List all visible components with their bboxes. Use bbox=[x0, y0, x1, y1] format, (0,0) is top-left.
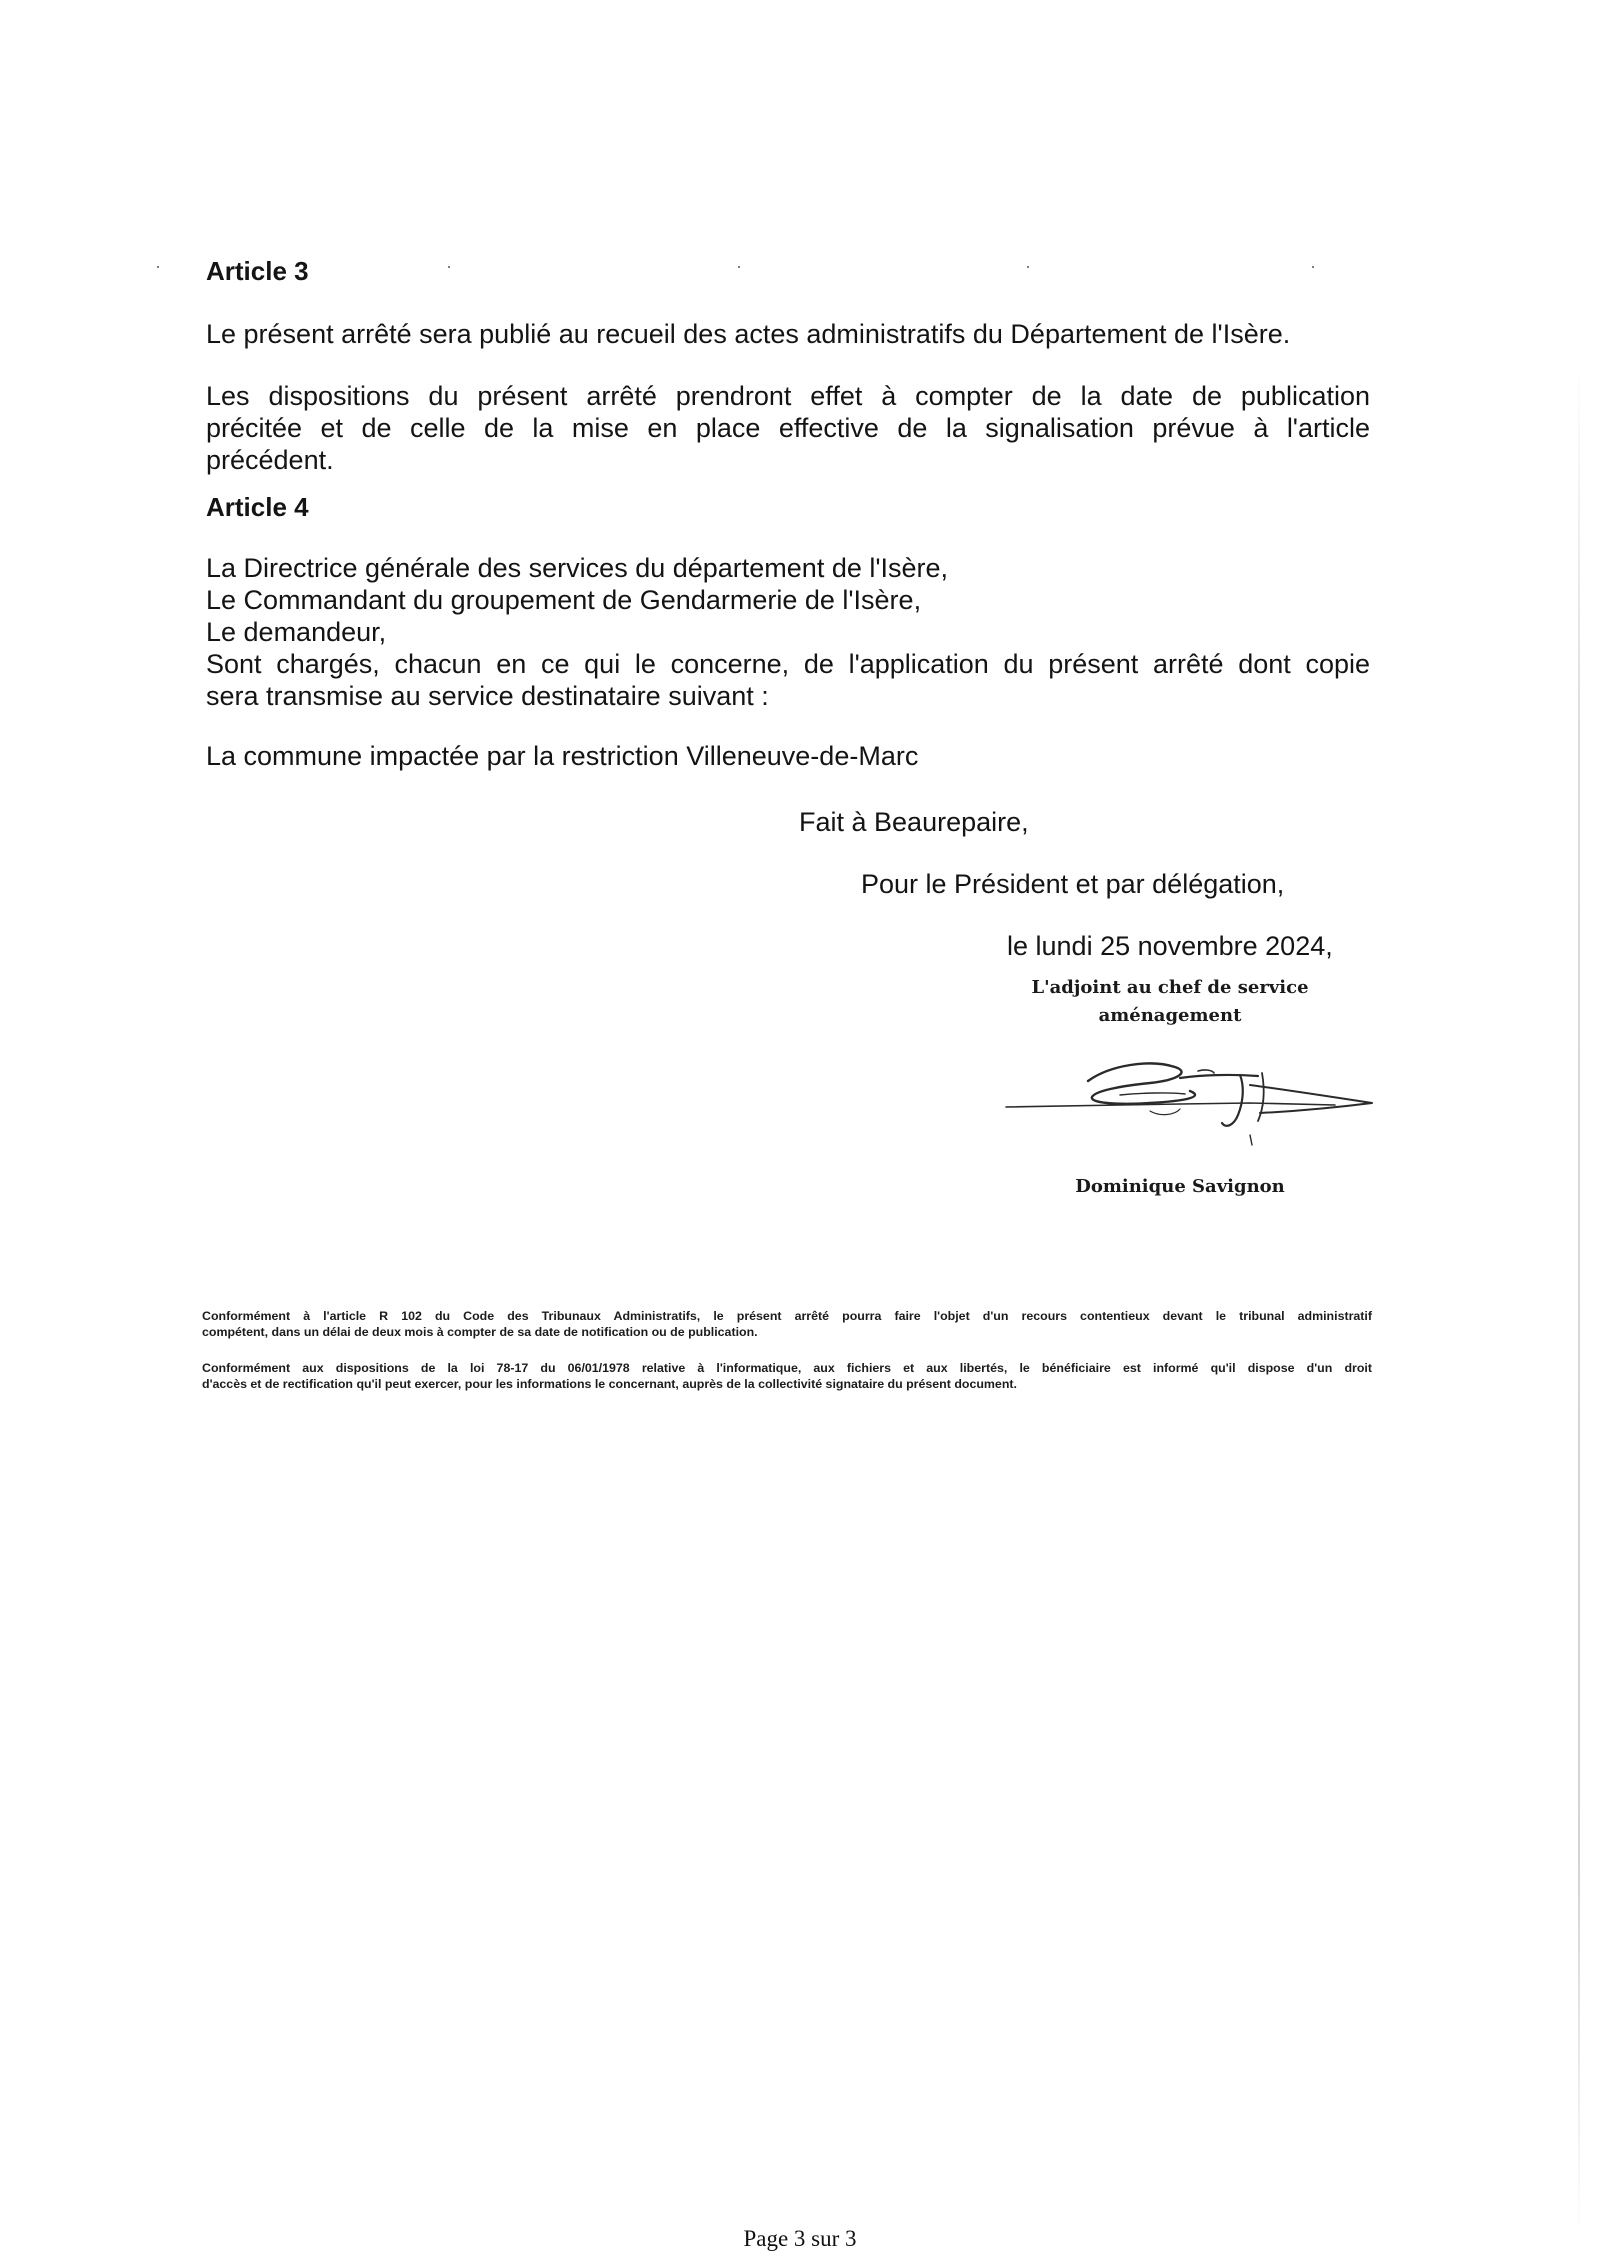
scan-speck bbox=[448, 266, 450, 268]
addressee-line: Le demandeur, bbox=[206, 617, 387, 647]
article-3-heading: Article 3 bbox=[206, 256, 309, 286]
page-number: Page 3 sur 3 bbox=[743, 2226, 857, 2251]
scan-edge bbox=[1578, 360, 1580, 2240]
article-4-heading: Article 4 bbox=[206, 492, 309, 522]
paragraph-line: Les dispositions du présent arrêté prendront effet à compter de la date de publication bbox=[206, 381, 1370, 411]
informatique-notice bbox=[202, 1360, 1372, 1392]
signatory-name: Dominique Savignon bbox=[1075, 1176, 1285, 1197]
signatory-title-line: L'adjoint au chef de service bbox=[1031, 977, 1309, 998]
article-3-effect-paragraph bbox=[206, 380, 1370, 476]
notice-line: Conformément à l'article R 102 du Code des Tribunaux Administratifs, le présent arrêté pourra faire l'objet d'un recours contentieux devant le tribunal administratif bbox=[202, 1309, 1372, 1323]
signatory-title-line: aménagement bbox=[1098, 1005, 1242, 1026]
addressee-line: La Directrice générale des services du département de l'Isère, bbox=[206, 553, 949, 583]
paragraph-line: précédent. bbox=[206, 445, 334, 475]
article-4-addressees bbox=[206, 552, 1370, 712]
scan-speck bbox=[738, 266, 740, 268]
signatory-title bbox=[1000, 974, 1340, 1030]
notice-line: d'accès et de rectification qu'il peut exercer, pour les informations le concernant, auprès de la collectivité signataire du présent document. bbox=[202, 1377, 1017, 1391]
recipient-line: La commune impactée par la restriction Villeneuve-de-Marc bbox=[206, 741, 919, 771]
notice-line: Conformément aux dispositions de la loi 78-17 du 06/01/1978 relative à l'informatique, aux fichiers et aux libertés, le bénéficiaire est informé qu'il dispose d'un droit bbox=[202, 1361, 1372, 1375]
paragraph-line: précitée et de celle de la mise en place effective de la signalisation prévue à l'article bbox=[206, 413, 1370, 443]
recours-notice bbox=[202, 1308, 1372, 1340]
notice-line: compétent, dans un délai de deux mois à compter de sa date de notification ou de publication. bbox=[202, 1325, 758, 1339]
scan-speck bbox=[1312, 266, 1314, 268]
addressee-line: Le Commandant du groupement de Gendarmerie de l'Isère, bbox=[206, 585, 922, 615]
handwritten-signature bbox=[1000, 1045, 1380, 1155]
charged-line: sera transmise au service destinataire suivant : bbox=[206, 681, 769, 711]
scan-speck bbox=[1027, 266, 1029, 268]
delegation-line: Pour le Président et par délégation, bbox=[861, 869, 1285, 899]
charged-line: Sont chargés, chacun en ce qui le concerne, de l'application du présent arrêté dont copie bbox=[206, 649, 1370, 679]
place-line: Fait à Beaurepaire, bbox=[799, 807, 1029, 837]
date-line: le lundi 25 novembre 2024, bbox=[1007, 931, 1333, 961]
scan-speck bbox=[157, 266, 159, 268]
article-3-publication-paragraph: Le présent arrêté sera publié au recueil des actes administratifs du Département de l'Isère. bbox=[206, 319, 1291, 349]
